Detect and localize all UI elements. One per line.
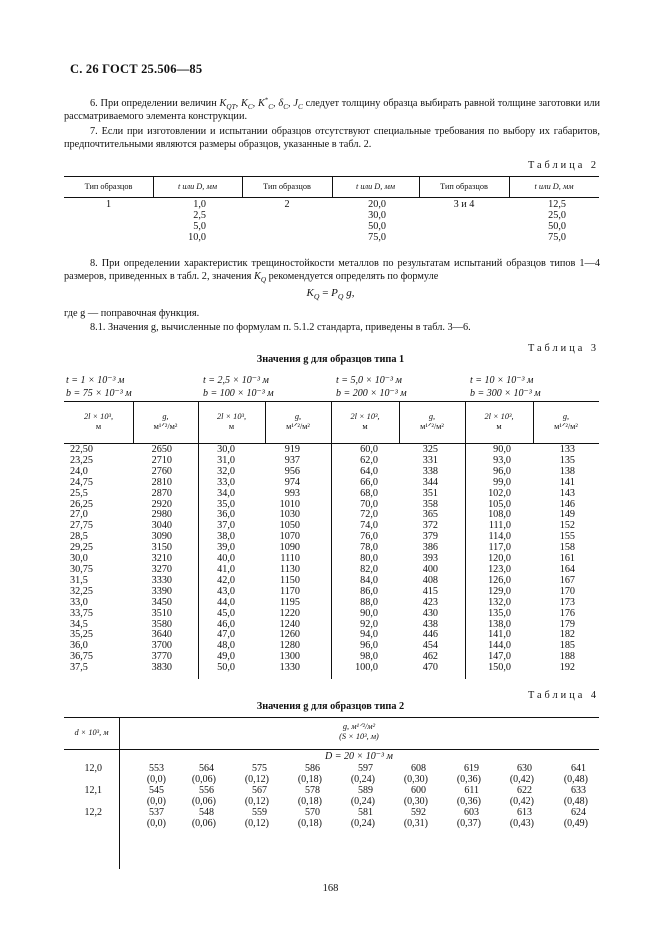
t4-cell-s: (0,0) [146,796,166,807]
table-cell: 974 [284,476,300,488]
table-cell: 96,0 [493,465,511,477]
t2-head-type1: Тип образцов [84,182,133,191]
table-cell: 30,75 [70,563,93,575]
table3-title: Значения g для образцов типа 1 [256,354,405,365]
table-cell: 3390 [151,585,172,597]
t4-cell-g: 608 [411,763,426,774]
t4-row-d: 12,1 [84,785,102,796]
t4-head-g: g, м¹ᐟ²/м² (S × 10³, м) [339,722,379,741]
t4-cell-g: 556 [199,785,214,796]
t3-g1-b: b = 75 × 10⁻³ м [66,388,132,399]
t2-col-sizes2: 20,0 30,0 50,0 75,0 [368,199,386,243]
table-cell: 45,0 [217,607,235,619]
t4-subhead: D = 20 × 10⁻³ м [325,751,393,762]
table-cell: 23,25 [70,454,93,466]
table-cell: 423 [422,596,438,608]
table-cell: 36,75 [70,651,93,663]
t4-cell-g: 630 [517,763,532,774]
t3-g3-t: t = 5,0 × 10⁻³ м [336,375,402,386]
t4-cell-s: (0,18) [297,796,322,807]
t4-cell-g: 567 [252,785,267,796]
t4-cell-g: 559 [252,807,267,818]
table-cell: 135,0 [488,607,511,619]
t4-cell-s: (0,30) [403,774,428,785]
table-cell: 379 [422,531,438,543]
table-cell: 161 [559,553,575,565]
t4-row-d: 12,0 [84,763,102,774]
t4-cell-g: 641 [571,763,586,774]
page-header: С. 26 ГОСТ 25.506—85 [70,62,203,76]
t3-g4-b: b = 300 × 10⁻³ м [470,388,541,399]
t4-cell-g: 622 [517,785,532,796]
t4-cell-g: 575 [252,763,267,774]
t3-h2-l: 2l × 10³, м [216,412,247,431]
table-cell: 3330 [151,574,172,586]
table-cell: 1010 [279,498,300,510]
t4-cell-s: (0,49) [563,818,588,829]
t4-cell-s: (0,48) [563,796,588,807]
t4-cell-s: (0,48) [563,774,588,785]
table-cell: 76,0 [360,531,378,543]
t2-head-size2: t или D, мм [355,182,396,191]
table4-title: Значения g для образцов типа 2 [256,701,405,712]
t3-col-g3 [410,445,438,674]
table-cell: 92,0 [360,618,378,630]
table-cell: 1030 [279,509,300,521]
table-cell: 34,0 [217,487,235,499]
t4-row-d: 12,2 [84,807,102,818]
table-cell: 446 [422,629,438,641]
t4-head-d: d × 10³, м [74,728,109,737]
table-cell: 82,0 [360,563,378,575]
table-cell: 36,0 [70,640,88,652]
t4-cell-s: (0,36) [456,774,481,785]
table-cell: 1170 [280,585,300,597]
table-cell: 1220 [279,607,300,619]
table-cell: 3270 [151,563,172,575]
t3-g2-t: t = 2,5 × 10⁻³ м [203,375,269,386]
table-cell: 138 [559,465,575,477]
t3-g4-t: t = 10 × 10⁻³ м [470,375,534,386]
table-cell: 43,0 [217,585,235,597]
table-cell: 24,75 [70,476,93,488]
table-cell: 50,0 [217,662,235,674]
t3-h4-g: g, м¹ᐟ²/м² [554,412,578,431]
table-cell: 144,0 [488,640,511,652]
table-cell: 70,0 [360,498,378,510]
table-cell: 141,0 [488,629,511,641]
table-cell: 372 [422,520,438,532]
t2-head-type2: Тип образцов [263,182,311,191]
table-cell: 42,0 [217,574,235,586]
t3-h2-g: g, м¹ᐟ²/м² [286,412,310,431]
table-cell: 338 [422,465,438,477]
table-cell: 90,0 [493,444,511,455]
table-cell: 74,0 [360,520,378,532]
table-cell: 94,0 [360,629,378,641]
table-cell: 1090 [279,542,300,554]
page-number: 168 [322,883,339,894]
table-cell: 84,0 [360,574,378,586]
t4-cell-s: (0,06) [191,796,216,807]
table-cell: 38,0 [217,531,235,543]
table-cell: 2920 [151,498,172,510]
table-cell: 400 [422,563,438,575]
table-cell: 102,0 [488,487,511,499]
where-line: где g — поправочная функция. [64,308,200,319]
t4-cell-s: (0,24) [350,774,375,785]
t4-cell-s: (0,24) [350,796,375,807]
t4-cell-g: 624 [571,807,586,818]
table-cell: 120,0 [488,553,511,565]
table-cell: 146 [559,498,575,510]
table-cell: 3700 [151,640,172,652]
table-cell: 26,25 [70,498,93,510]
t3-h4-l: 2l × 10³, м [484,412,514,431]
t4-cell-g: 600 [411,785,426,796]
table-cell: 135 [559,454,575,466]
table-cell: 27,0 [70,509,88,521]
table-cell: 2650 [151,444,172,455]
table-cell: 1130 [280,563,300,575]
table-cell: 993 [284,487,300,499]
table-cell: 188 [559,651,575,663]
paragraph-8-1: 8.1. Значения g, вычисленные по формулам п. 5.1.2 стандарта, приведены в табл. 3—6. [90,322,471,333]
table-cell: 408 [422,574,438,586]
table-cell: 3150 [151,542,172,554]
table-cell: 170 [559,585,575,597]
table-cell: 173 [559,596,575,608]
table-cell: 96,0 [360,640,378,652]
t3-col-l2 [205,445,235,674]
table-cell: 28,5 [70,531,88,543]
table-cell: 1280 [279,640,300,652]
t4-cell-s: (0,24) [350,818,375,829]
paragraph-7: 7. Если при изготовлении и испытании образцов отсутствуют специальные требования по выбору их габаритов, предпочтительными являются размеры образцов, указанные в табл. 2. [64,126,600,150]
table-cell: 1110 [280,553,300,565]
table-cell: 126,0 [488,574,511,586]
table-cell: 2710 [151,454,172,466]
table-cell: 37,0 [217,520,235,532]
t2-col-sizes3: 12,5 25,0 50,0 75,0 [548,199,566,243]
t4-cell-s: (0,12) [244,774,269,785]
t3-g2-b: b = 100 × 10⁻³ м [203,388,274,399]
t4-cell-g: 564 [199,763,214,774]
t2-type-2: 2 [284,199,290,210]
table-cell: 164 [559,563,575,575]
table-cell: 919 [284,444,300,455]
table-cell: 35,25 [70,629,93,641]
table-cell: 2760 [151,465,172,477]
table-cell: 47,0 [217,629,235,641]
table-cell: 132,0 [488,596,511,608]
t4-cell-g: 553 [149,763,164,774]
table-cell: 60,0 [360,444,378,455]
t2-head-type3: Тип образцов [440,182,488,191]
table-cell: 98,0 [360,651,378,663]
t4-cell-g: 570 [305,807,320,818]
table-cell: 430 [422,607,438,619]
table-cell: 33,0 [217,476,235,488]
t4-cell-g: 578 [305,785,320,796]
t4-cell-s: (0,31) [403,818,428,829]
table-cell: 179 [559,618,575,630]
table-cell: 31,0 [217,454,235,466]
t3-h3-g: g, м¹ᐟ²/м² [420,412,444,431]
table4-label: Таблица 4 [527,690,599,701]
t4-cell-s: (0,12) [244,796,269,807]
table-cell: 3580 [151,618,172,630]
table-cell: 3830 [151,662,172,674]
table-cell: 3210 [151,553,172,565]
t4-cell-g: 586 [305,763,320,774]
table-cell: 1300 [279,651,300,663]
t3-g3-b: b = 200 × 10⁻³ м [336,388,407,399]
t3-col-l3 [345,445,378,674]
t2-head-size1: t или D, мм [177,182,218,191]
table-cell: 1260 [279,629,300,641]
table-cell: 1050 [279,520,300,532]
table-cell: 117,0 [488,542,511,554]
table-cell: 31,5 [70,574,88,586]
table-cell: 24,0 [70,465,88,477]
table-cell: 27,75 [70,520,93,532]
table-cell: 3770 [151,651,172,663]
table-cell: 49,0 [217,651,235,663]
table-cell: 176 [559,607,575,619]
table-cell: 1070 [279,531,300,543]
table-cell: 39,0 [217,542,235,554]
table-cell: 90,0 [360,607,378,619]
table-cell: 62,0 [360,454,378,466]
t4-cell-g: 597 [358,763,373,774]
t3-col-l4 [478,445,511,674]
t3-h3-l: 2l × 10³, м [350,412,380,431]
table-cell: 105,0 [488,498,511,510]
t4-cell-s: (0,18) [297,818,322,829]
t3-h1-l: 2l × 10³, м [83,412,114,431]
table-cell: 3090 [151,531,172,543]
table-cell: 3040 [151,520,172,532]
table-cell: 147,0 [488,651,511,663]
table-cell: 358 [422,498,438,510]
t4-cell-g: 633 [571,785,586,796]
table-cell: 325 [422,444,438,455]
table-cell: 93,0 [493,454,511,466]
table-cell: 80,0 [360,553,378,565]
table-cell: 114,0 [488,531,511,543]
table-cell: 141 [559,476,575,488]
table-cell: 46,0 [217,618,235,630]
table-cell: 149 [559,509,575,521]
table-cell: 2980 [151,509,172,521]
table-cell: 30,0 [217,444,235,455]
table-cell: 48,0 [217,640,235,652]
table-cell: 158 [559,542,575,554]
t3-col-l1 [70,445,104,674]
t4-cell-s: (0,36) [456,796,481,807]
t2-type-3: 3 и 4 [453,199,475,210]
table-cell: 182 [559,629,575,641]
table-cell: 454 [422,640,438,652]
table-cell: 351 [422,487,438,499]
table-cell: 33,75 [70,607,93,619]
t4-cell-s: (0,12) [244,818,269,829]
table-cell: 99,0 [493,476,511,488]
t4-cell-g: 581 [358,807,373,818]
table-cell: 68,0 [360,487,378,499]
table-cell: 35,0 [217,498,235,510]
table-cell: 1330 [279,662,300,674]
table-cell: 78,0 [360,542,378,554]
table-cell: 32,0 [217,465,235,477]
t4-cell-s: (0,18) [297,774,322,785]
table-cell: 40,0 [217,553,235,565]
formula: $K_Q = P_Q$ g, [306,287,355,302]
table-cell: 72,0 [360,509,378,521]
t4-cell-s: (0,06) [191,774,216,785]
table-cell: 129,0 [488,585,511,597]
table-cell: 956 [284,465,300,477]
table-cell: 3450 [151,596,172,608]
t4-cell-g: 589 [358,785,373,796]
table-cell: 365 [422,509,438,521]
table-cell: 33,0 [70,596,88,608]
table-cell: 438 [422,618,438,630]
table-cell: 29,25 [70,542,93,554]
t3-col-g4 [547,445,575,674]
t3-g1-t: t = 1 × 10⁻³ м [66,375,125,386]
table3-label: Таблица 3 [527,343,599,354]
t4-cell-g: 592 [411,807,426,818]
table-cell: 192 [559,662,575,674]
t4-cell-g: 613 [517,807,532,818]
t3-col-g2 [270,445,300,674]
table-cell: 152 [559,520,575,532]
table-cell: 185 [559,640,575,652]
table-cell: 2810 [151,476,172,488]
t2-col-sizes1: 1,0 2,5 5,0 10,0 [188,199,206,243]
table-cell: 1195 [280,596,300,608]
table-cell: 123,0 [488,563,511,575]
paragraph-8: 8. При определении характеристик трещиностойкости металлов по результатам испытаний образцов типов 1—4 размеров, приведенных в табл. 2, значения $K_Q$ рекомендуется определять по формуле [64,258,600,285]
table-cell: 44,0 [217,596,235,608]
table-cell: 111,0 [488,520,511,532]
table-cell: 167 [559,574,575,586]
table-cell: 386 [422,542,438,554]
t4-cell-s: (0,42) [509,774,534,785]
t4-cell-g: 619 [464,763,479,774]
table-cell: 138,0 [488,618,511,630]
table-cell: 3640 [151,629,172,641]
table-cell: 143 [559,487,575,499]
table-cell: 1240 [279,618,300,630]
table-cell: 22,50 [70,444,93,455]
table-cell: 41,0 [217,563,235,575]
t2-type-1: 1 [105,199,112,210]
t4-cell-g: 611 [464,785,479,796]
t4-cell-g: 537 [149,807,164,818]
table-cell: 2870 [151,487,172,499]
table-cell: 3510 [151,607,172,619]
table-cell: 36,0 [217,509,235,521]
table-cell: 25,5 [70,487,88,499]
t4-cell-s: (0,42) [509,796,534,807]
t4-cell-g: 545 [149,785,164,796]
table-cell: 1150 [280,574,300,586]
t4-cell-s: (0,0) [146,818,166,829]
table-cell: 108,0 [488,509,511,521]
table-cell: 133 [559,444,575,455]
table-cell: 462 [422,651,438,663]
t4-cell-s: (0,30) [403,796,428,807]
table-cell: 344 [422,476,438,488]
t4-cell-s: (0,37) [456,818,481,829]
table-cell: 937 [284,454,300,466]
table-cell: 393 [422,553,438,565]
table-cell: 150,0 [488,662,511,674]
table-cell: 470 [422,662,438,674]
table-cell: 30,0 [70,553,88,565]
t3-h1-g: g, м¹ᐟ²/м² [153,412,178,431]
t2-head-size3: t или D, мм [534,182,574,191]
table-cell: 331 [422,454,438,466]
table-cell: 66,0 [360,476,378,488]
t3-col-g1 [140,445,172,674]
table-cell: 155 [559,531,575,543]
table-cell: 100,0 [355,662,378,674]
t4-cell-g: 548 [199,807,214,818]
table-cell: 86,0 [360,585,378,597]
table-cell: 37,5 [70,662,88,674]
table-cell: 415 [422,585,438,597]
t4-cell-s: (0,06) [191,818,216,829]
t4-cell-s: (0,0) [146,774,166,785]
table-cell: 34,5 [70,618,88,630]
table-cell: 32,25 [70,585,93,597]
t4-cell-g: 603 [464,807,479,818]
table-cell: 88,0 [360,596,378,608]
t4-cell-s: (0,43) [509,818,534,829]
paragraph-6: 6. При определении величин $K_{QT}$, $K_C$, $K^*_C$, $\delta_C$, $J_C$ следует толщину образца выбирать равной толщине заготовки или рассматриваемого элемента конструкции. [64,96,601,122]
table2-label: Таблица 2 [527,160,599,171]
table-cell: 64,0 [360,465,378,477]
